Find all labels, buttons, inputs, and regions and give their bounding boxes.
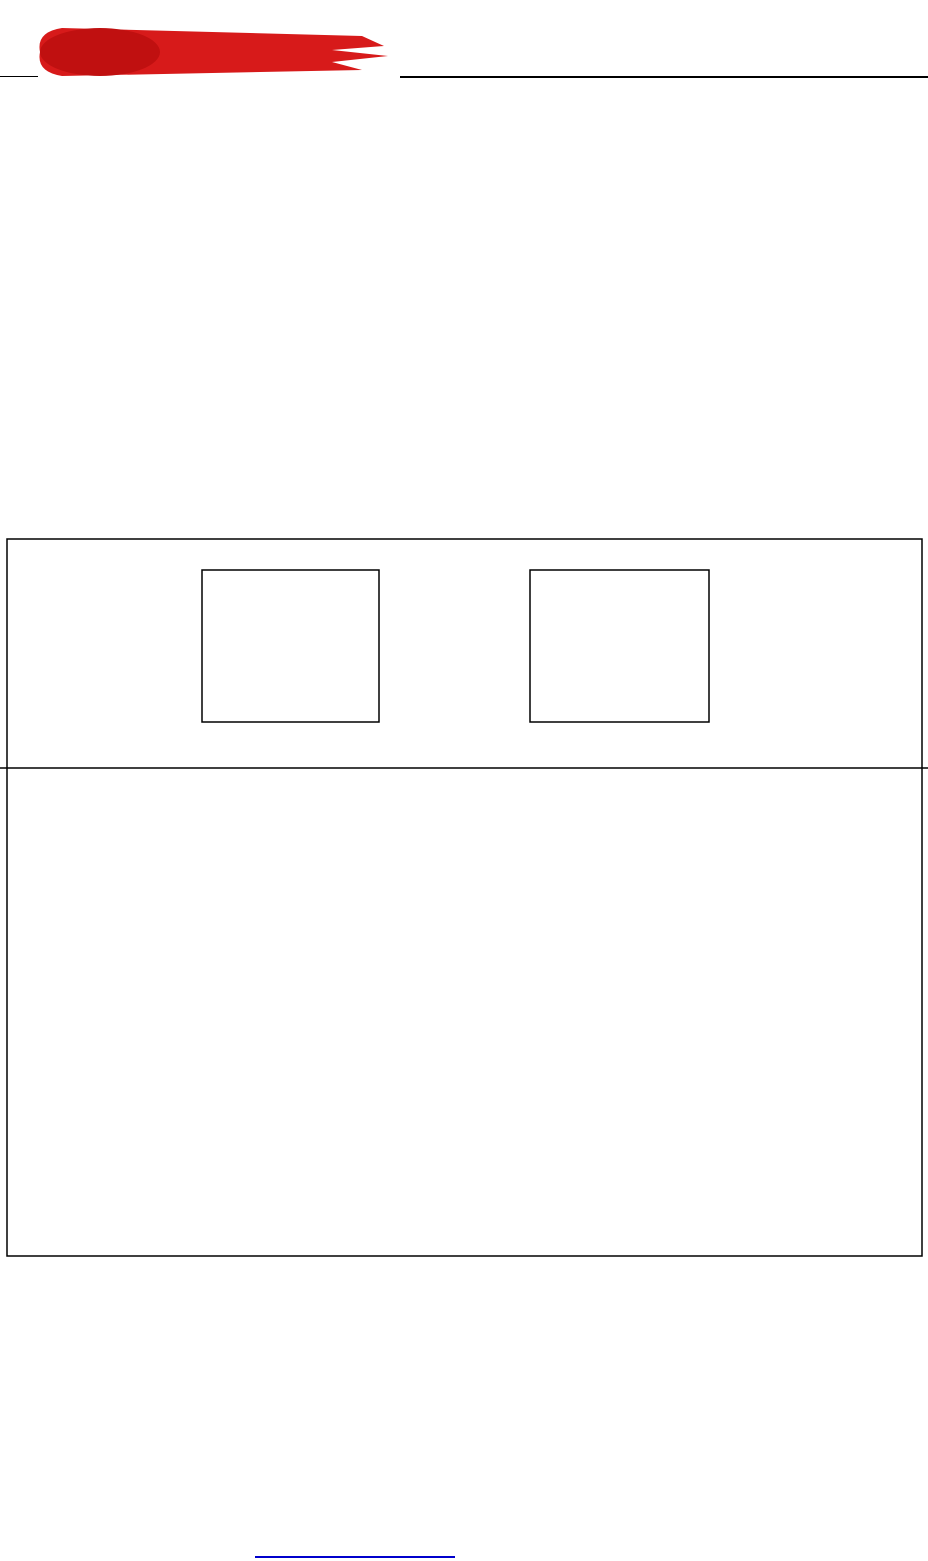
system-block [202, 570, 379, 722]
header-rule-right [400, 76, 928, 78]
footer-link-underline[interactable] [255, 1556, 455, 1558]
device-block [530, 570, 709, 722]
diagram-frame [7, 539, 922, 1256]
arm-jishu-logo [32, 22, 392, 82]
interface-diagram [0, 538, 928, 1258]
